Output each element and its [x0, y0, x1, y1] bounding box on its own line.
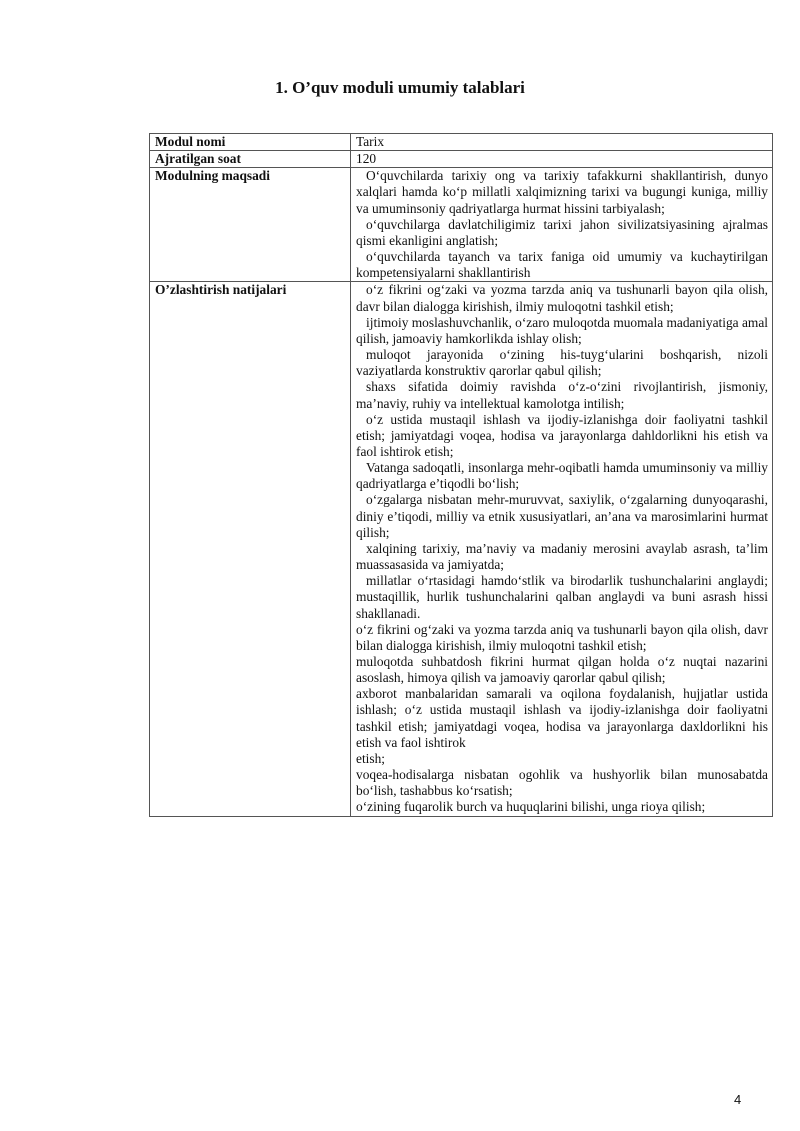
outcome-paragraph: shaxs sifatida doimiy ravishda o‘z-o‘zini rivojlantirish, jismoniy, ma’naviy, ruhiy va intellektual kamolotga intilish;	[356, 379, 768, 411]
table-row	[150, 134, 773, 151]
outcome-paragraph: o‘z fikrini og‘zaki va yozma tarzda aniq va tushunarli bayon qila olish, davr bilan dialogga kirishish, ilmiy muloqotni tashkil etish;	[356, 282, 768, 314]
row-label-hours: Ajratilgan soat	[150, 151, 351, 168]
outcome-paragraph: Vatanga sadoqatli, insonlarga mehr-oqibatli hamda umuminsoniy va milliy qadriyatlarga e’tiqodli bo‘lish;	[356, 460, 768, 492]
goal-paragraph: O‘quvchilarda tarixiy ong va tarixiy tafakkurni shakllantirish, dunyo xalqlari hamda ko‘p millatli xalqimizning tarixi va bugungi kuniga, milliy va umuminsoniy qadriyatlarga hurmat hissini tarbiyalash;	[356, 168, 768, 216]
outcome-paragraph: muloqot jarayonida o‘zining his-tuyg‘ularini boshqarish, nizoli vaziyatlarda konstruktiv qarorlar qabul qilish;	[356, 347, 768, 379]
outcome-paragraph: xalqining tarixiy, ma’naviy va madaniy merosini avaylab asrash, ta’lim muassasasida va jamiyatda;	[356, 540, 768, 573]
outcome-paragraph: etish;	[356, 750, 386, 766]
outcome-paragraph: ijtimoiy moslashuvchanlik, o‘zaro muloqotda muomala madaniyatiga amal qilish, jamoaviy hamkorlikda ishlay olish;	[356, 314, 768, 346]
row-label-module-name: Modul nomi	[150, 134, 351, 151]
outcome-paragraph: axborot manbalaridan samarali va oqilona foydalanish, hujjatlar ustida ishlash; o‘z ustida mustaqil ishlash va ijodiy-izlanishga doir faoliyatni tashkil etish; jamiyatdagi voqea, hodisa va jarayonlarga daxldorlikni his etish va faol ishtirok	[356, 686, 768, 750]
goal-paragraph: o‘quvchilarga davlatchiligimiz tarixi jahon sivilizatsiyasining ajralmas qismi ekanligini anglatish;	[356, 216, 768, 248]
table-row	[150, 151, 773, 168]
row-value-outcomes	[351, 282, 773, 816]
outcome-paragraph: o‘z ustida mustaqil ishlash va ijodiy-izlanishga doir faoliyatni tashkil etish; jamiyatdagi voqea, hodisa va jarayonlarga dahldorlikni his etish va faol ishtirok etish;	[356, 411, 768, 459]
outcome-paragraph: muloqotda suhbatdosh fikrini hurmat qilgan holda o‘z nuqtai nazarini asoslash, himoya qilish va jamoaviy qarorlar qabul qilish;	[356, 654, 768, 686]
table-row	[150, 282, 773, 816]
outcome-paragraph: o‘zgalarga nisbatan mehr-muruvvat, saxiylik, o‘zgalarning dunyoqarashi, diniy e’tiqodi, milliy va etnik xususiyatlari, an’ana va marosimlarini hurmat qilish;	[356, 492, 768, 540]
row-value-module-name: Tarix	[351, 134, 773, 151]
row-label-outcomes: O’zlashtirish natijalari	[150, 282, 351, 816]
row-value-goal	[351, 168, 773, 282]
goal-paragraph: o‘quvchilarda tayanch va tarix faniga oid umumiy va kuchaytirilgan kompetensiyalarni shakllantirish	[356, 249, 768, 281]
page-number: 4	[734, 1092, 742, 1107]
row-label-goal: Modulning maqsadi	[150, 168, 351, 282]
outcome-paragraph: o‘z fikrini og‘zaki va yozma tarzda aniq va tushunarli bayon qila olish, davr bilan dialogga kirishish, ilmiy muloqotni tashkil etish;	[356, 621, 768, 653]
row-value-hours: 120	[351, 151, 773, 168]
outcome-paragraph: voqea-hodisalarga nisbatan ogohlik va hushyorlik bilan munosabatda bo‘lish, tashabbus ko‘rsatish;	[356, 767, 768, 799]
table-row	[150, 168, 773, 282]
outcome-paragraph: o‘zining fuqarolik burch va huquqlarini bilishi, unga rioya qilish;	[356, 799, 706, 815]
module-requirements-table	[149, 133, 773, 817]
page-title: 1. O’quv moduli umumiy talablari	[275, 78, 525, 97]
outcome-paragraph: millatlar o‘rtasidagi hamdo‘stlik va birodarlik tushunchalarini anglaydi; mustaqillik, hurlik tushunchalarini qalban anglaydi va buni asrash hissi shakllanadi.	[356, 573, 768, 621]
